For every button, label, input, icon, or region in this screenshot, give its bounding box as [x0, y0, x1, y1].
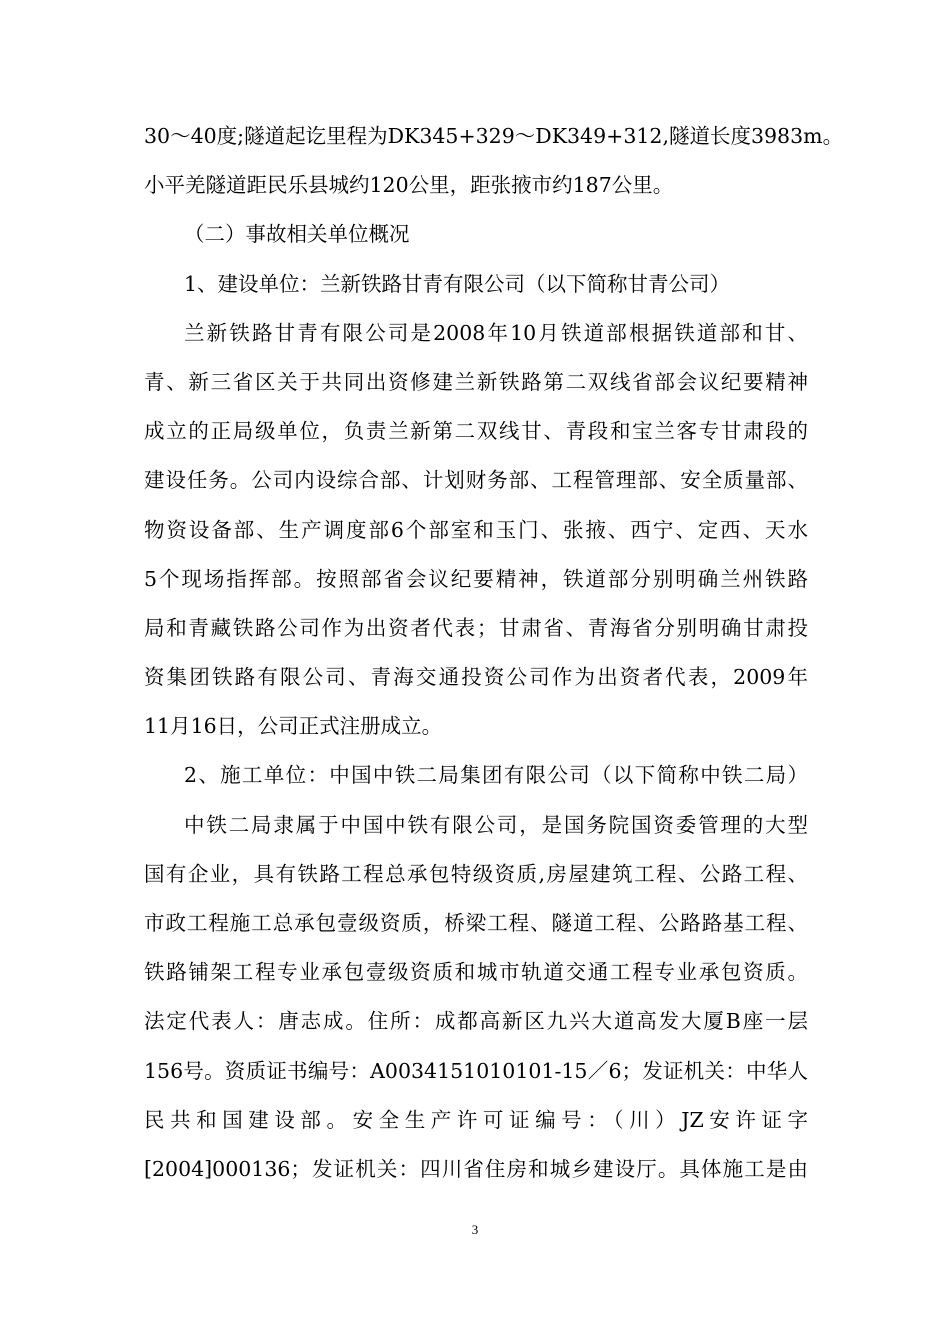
paragraph-line: 物资设备部、生产调度部6个部室和玉门、张掖、西宁、定西、天水: [144, 517, 808, 542]
paragraph-line: 30～40度;隧道起讫里程为DK345+329～DK349+312,隧道长度3983m。: [144, 124, 844, 148]
paragraph-line: 资集团铁路有限公司、青海交通投资公司作为出资者代表，2009年: [144, 665, 808, 690]
paragraph-line: 兰新铁路甘青有限公司是2008年10月铁道部根据铁道部和甘、: [184, 320, 808, 345]
subsection-heading-contractor-unit: 2、施工单位：中国中铁二局集团有限公司（以下简称中铁二局）: [184, 763, 808, 788]
paragraph-line: 156号。资质证书编号：A0034151010101-15／6；发证机关：中华人: [144, 1058, 808, 1083]
paragraph-line: 铁路铺架工程专业承包壹级资质和城市轨道交通工程专业承包资质。: [144, 960, 808, 985]
paragraph-line: 成立的正局级单位，负责兰新第二双线甘、青段和宝兰客专甘肃段的: [144, 419, 808, 444]
paragraph-line: 5个现场指挥部。按照部省会议纪要精神，铁道部分别明确兰州铁路: [144, 566, 808, 591]
paragraph-line: 小平羌隧道距民乐县城约120公里，距张掖市约187公里。: [144, 173, 674, 198]
paragraph-line: 11月16日，公司正式注册成立。: [144, 714, 443, 739]
paragraph-line: 法定代表人：唐志成。住所：成都高新区九兴大道高发大厦B座一层: [144, 1009, 808, 1034]
paragraph-line: 青、新三省区关于共同出资修建兰新铁路第二双线省部会议纪要精神: [144, 369, 808, 394]
body-text: [144, 112, 844, 1194]
paragraph-line: 市政工程施工总承包壹级资质，桥梁工程、隧道工程、公路路基工程、: [144, 911, 808, 935]
paragraph-line: 局和青藏铁路公司作为出资者代表；甘肃省、青海省分别明确甘肃投: [144, 615, 808, 640]
page-number: 3: [471, 1222, 479, 1237]
paragraph-line: 中铁二局隶属于中国中铁有限公司，是国务院国资委管理的大型: [184, 812, 808, 837]
paragraph-line: 民共和国建设部。安全生产许可证编号：（川）JZ安许证字: [144, 1107, 808, 1132]
section-heading: （二）事故相关单位概况: [184, 222, 410, 247]
paragraph-line: 建设任务。公司内设综合部、计划财务部、工程管理部、安全质量部、: [144, 468, 808, 493]
paragraph-line: 国有企业，具有铁路工程总承包特级资质,房屋建筑工程、公路工程、: [144, 861, 808, 886]
subsection-heading-construction-unit: 1、建设单位：兰新铁路甘青有限公司（以下简称甘青公司）: [184, 271, 731, 296]
paragraph-line: [2004]000136；发证机关：四川省住房和城乡建设厅。具体施工是由: [144, 1156, 808, 1181]
